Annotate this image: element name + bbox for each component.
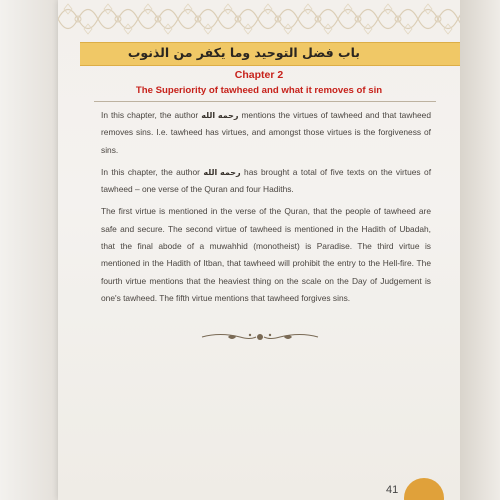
chapter-body (101, 107, 431, 312)
page-gutter-right (460, 0, 500, 500)
paragraph-1-lead: In this chapter, the author (101, 110, 199, 120)
page-corner-tab (404, 478, 444, 500)
honorific-glyph: رحمه الله (201, 111, 239, 120)
paragraph-2 (101, 164, 431, 199)
chapter-number-heading: Chapter 2 (234, 69, 284, 81)
page-number: 41 (386, 484, 399, 496)
paragraph-2-rest: has brought a total of five texts on the virtues of tawheed – one verse of the Quran and four Hadiths. (101, 166, 432, 195)
top-arabesque-ornament (58, 0, 460, 38)
honorific-glyph: رحمه الله (203, 167, 241, 177)
book-page (58, 0, 460, 500)
paragraph-2-lead: In this chapter, the author (101, 166, 200, 177)
paragraph-1 (101, 107, 431, 159)
chapter-title: The Superiority of tawheed and what it removes of sin (135, 85, 383, 96)
page-gutter-left (0, 0, 58, 500)
heading-separator (94, 101, 436, 102)
chapter-header-band (80, 42, 460, 66)
section-divider-ornament (200, 331, 320, 343)
arabic-chapter-title: باب فضل التوحيد وما يكفر من الذنوب (127, 45, 360, 60)
paragraph-1-rest: mentions the virtues of tawheed and that tawheed removes sins. I.e. tawheed has virtues, and amongst those virtues is the forgiveness of sins. (101, 110, 431, 155)
paragraph-3: The first virtue is mentioned in the verse of the Quran, that the people of tawheed are safe and secure. The second virtue of tawheed is mentioned in the Hadith of Ubadah, that the final abode of a muwahhid (monotheist) is Paradise. The third virtue is mentioned in the Hadith of Itban, that tawheed will prohibit the entry to the Hell-fire. The fourth virtue mentions that the heaviest thing on the scale on the Day of Judgement is one's tawheed. The fifth virtue mentions that tawheed forgives sins. (101, 206, 431, 303)
